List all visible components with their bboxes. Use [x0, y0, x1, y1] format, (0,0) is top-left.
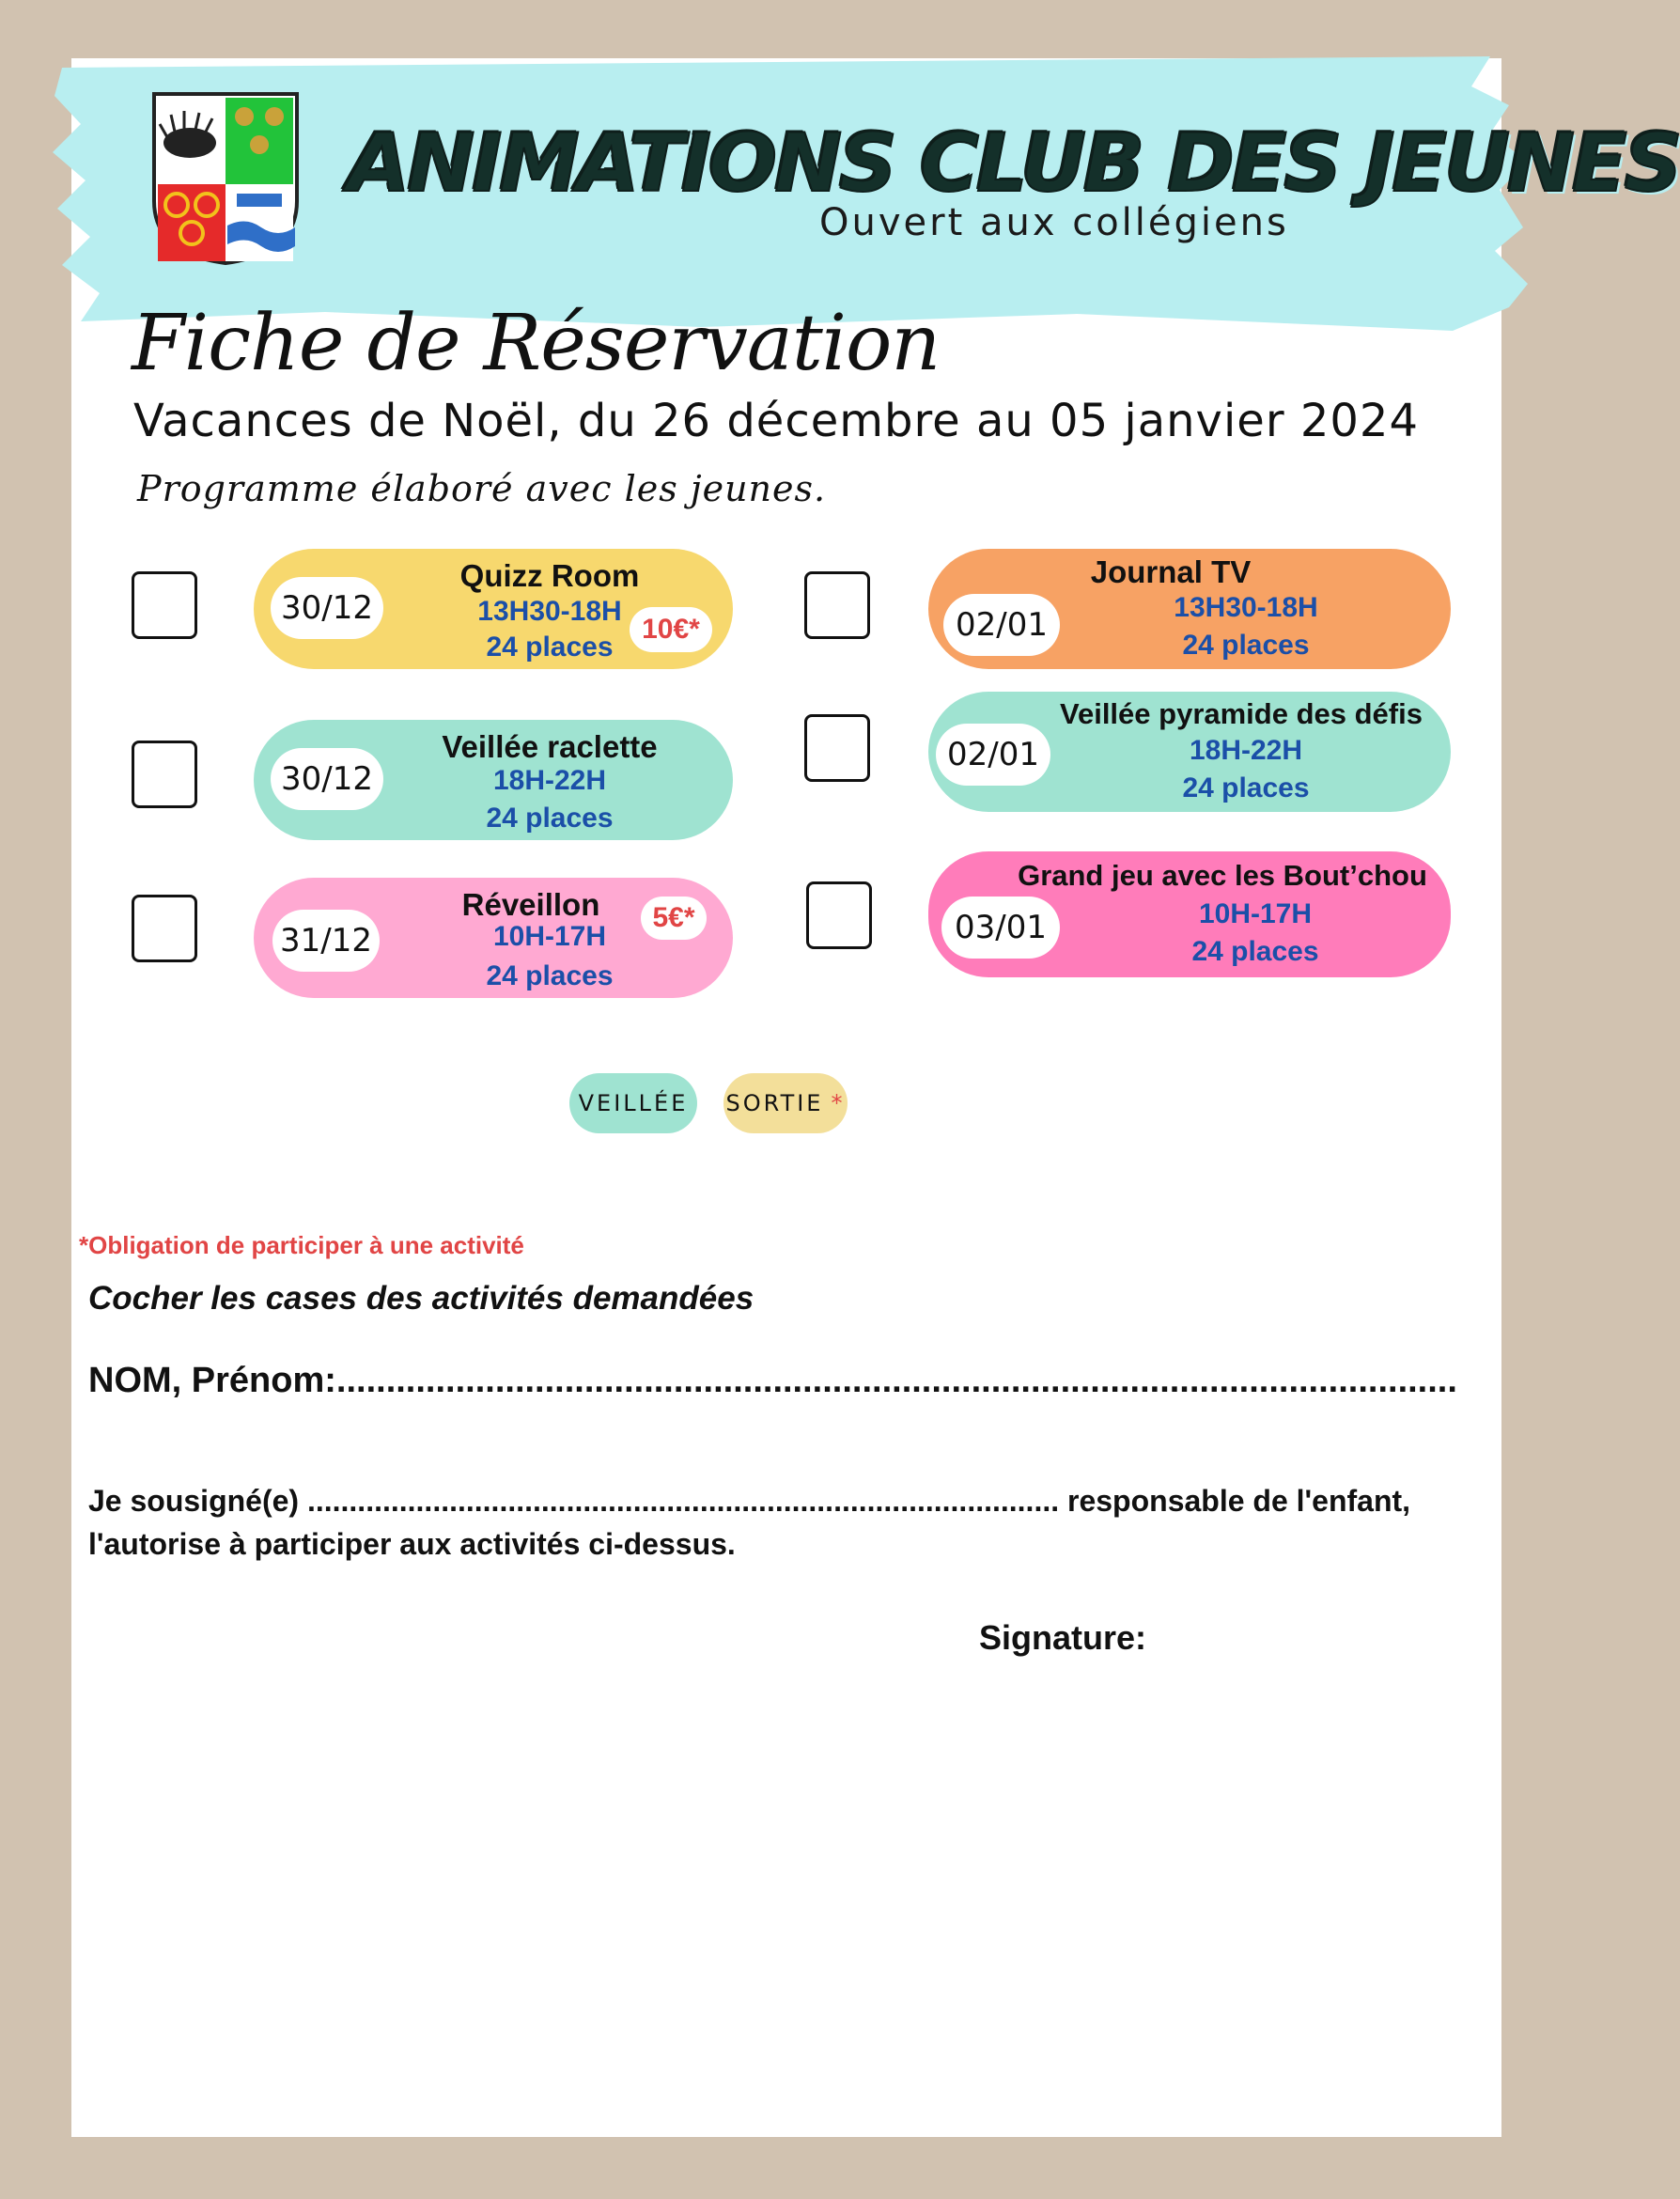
activity-card-veillee-raclette — [254, 720, 733, 840]
legend-veillee — [569, 1073, 697, 1133]
activity-name: Réveillon — [461, 887, 600, 922]
activity-checkbox-journal-tv[interactable] — [804, 571, 870, 639]
activity-checkbox-veillee-raclette[interactable] — [132, 741, 197, 808]
activity-checkbox-veillee-pyramide[interactable] — [804, 714, 870, 782]
name-dots: ................................................................................................................. — [335, 1361, 1457, 1400]
activity-places: 24 places — [486, 960, 614, 991]
activity-name: Journal TV — [1090, 554, 1252, 589]
name-field[interactable] — [88, 1361, 1460, 1401]
activity-places: 24 places — [486, 632, 614, 663]
name-label: NOM, Prénom: — [88, 1361, 336, 1400]
activity-places: 24 places — [1182, 630, 1310, 661]
activity-name: Veillée raclette — [442, 729, 658, 764]
activity-checkbox-quizz-room[interactable] — [132, 571, 197, 639]
holiday-period: Vacances de Noël, du 26 décembre au 05 janvier 2024 — [133, 395, 1419, 447]
activity-checkbox-grand-jeu[interactable] — [806, 881, 872, 949]
activity-name: Grand jeu avec les Bout’chou — [1018, 859, 1427, 892]
activity-date: 30/12 — [271, 748, 383, 810]
form-title: Fiche de Réservation — [132, 299, 941, 388]
activity-card-grand-jeu — [928, 851, 1451, 977]
activity-places: 24 places — [1191, 936, 1319, 967]
municipal-crest-icon — [147, 88, 304, 267]
activity-price: 10€* — [630, 607, 712, 652]
consent-line-2: l'autorise à participer aux activités ci-dessus. — [88, 1527, 736, 1561]
signature-label[interactable]: Signature: — [979, 1618, 1147, 1657]
activity-card-reveillon — [254, 878, 733, 998]
program-note: Programme élaboré avec les jeunes. — [137, 468, 827, 509]
consent-line-1[interactable]: Je sousigné(e) .......................................................................................... responsable de l'enfant, — [88, 1484, 1411, 1518]
club-subtitle: Ouvert aux collégiens — [819, 201, 1289, 244]
legend-sortie — [723, 1073, 848, 1133]
activity-time: 10H-17H — [492, 921, 607, 952]
activity-time: 18H-22H — [492, 765, 607, 796]
activity-places: 24 places — [1182, 772, 1310, 803]
activity-card-veillee-pyramide — [928, 692, 1451, 812]
instructions: Cocher les cases des activités demandées — [88, 1280, 754, 1317]
activity-card-journal-tv — [928, 549, 1451, 669]
activity-date: 02/01 — [936, 724, 1050, 786]
activity-checkbox-reveillon[interactable] — [132, 895, 197, 962]
activity-time: 10H-17H — [1198, 898, 1313, 929]
activity-date: 03/01 — [941, 897, 1060, 959]
activity-price: 5€* — [641, 897, 707, 940]
club-title: ANIMATIONS CLUB DES JEUNES — [348, 117, 1680, 211]
activity-card-quizz-room — [254, 549, 733, 669]
activity-time: 18H-22H — [1189, 735, 1303, 766]
legend-sortie-mark: * — [831, 1090, 846, 1116]
activity-date: 02/01 — [943, 594, 1060, 656]
activity-time: 13H30-18H — [477, 596, 622, 627]
obligation-note: *Obligation de participer à une activité — [79, 1231, 524, 1259]
activity-places: 24 places — [486, 803, 614, 834]
activity-name: Quizz Room — [459, 558, 640, 593]
activity-name: Veillée pyramide des défis — [1060, 697, 1423, 730]
activity-time: 13H30-18H — [1174, 592, 1318, 623]
reservation-sheet — [71, 58, 1680, 2137]
legend-veillee-label: VEILLÉE — [578, 1090, 689, 1116]
activity-date: 30/12 — [271, 577, 383, 639]
legend-sortie-label: SORTIE — [725, 1090, 824, 1116]
parental-consent — [88, 1479, 1479, 1566]
activity-date: 31/12 — [272, 910, 380, 972]
